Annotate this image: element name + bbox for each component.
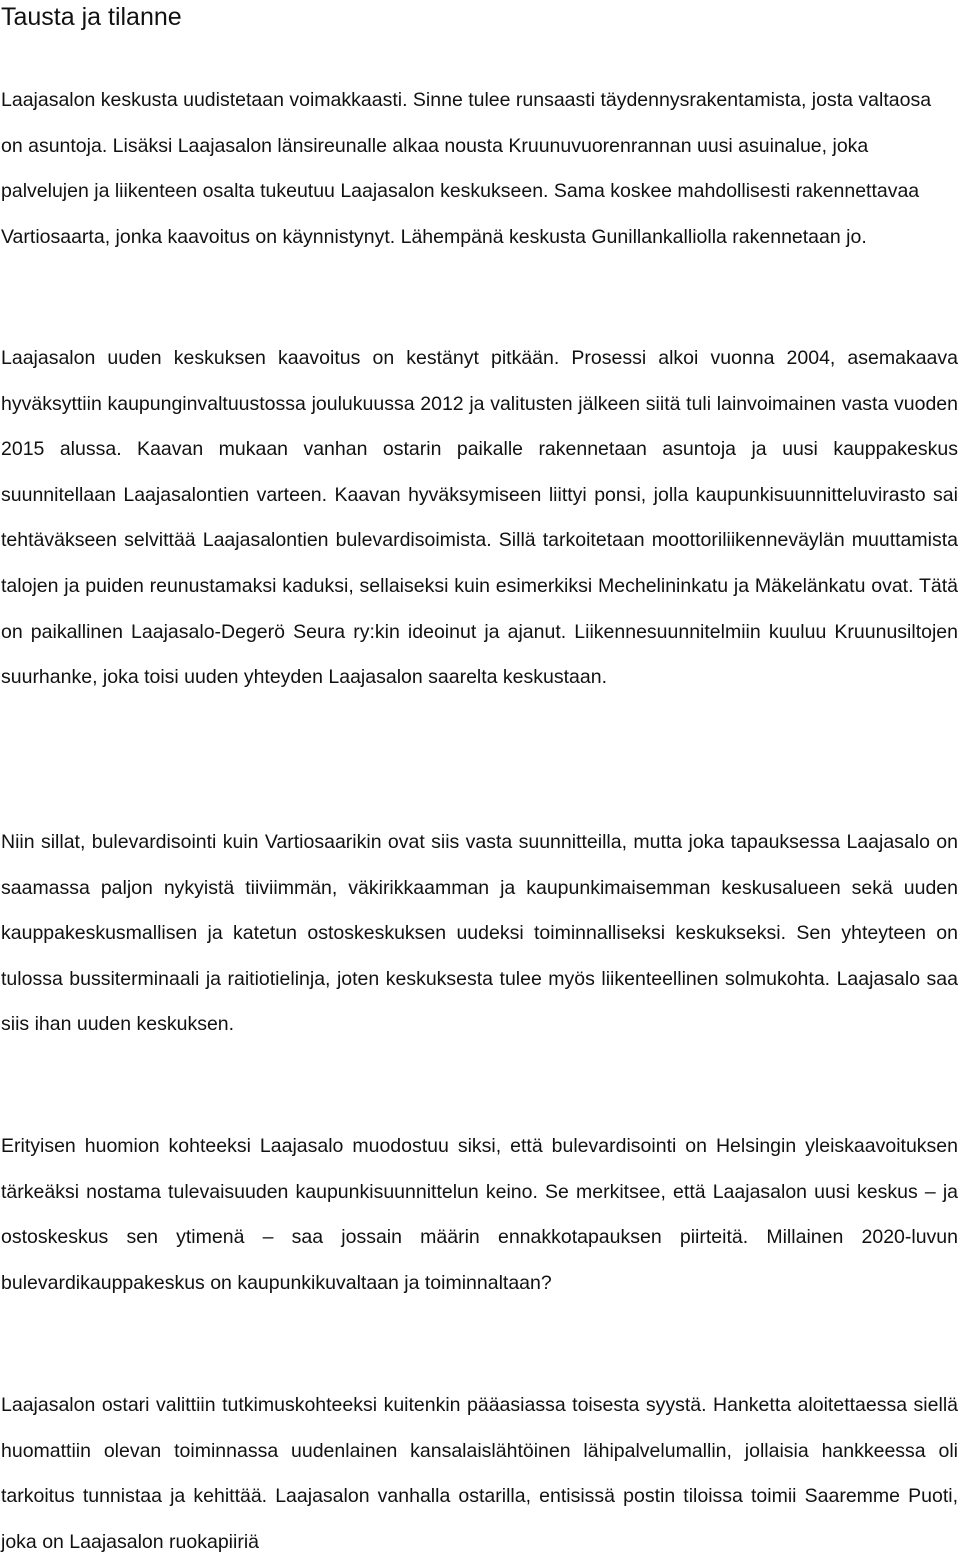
paragraph-research-subject: Laajasalon ostari valittiin tutkimuskohteeksi kuitenkin pääasiassa toisesta syystä. Hanketta aloitettaessa siellä huomattiin olevan toiminnassa uudenlainen kansalaislähtöinen lähipalvelumallin, jollaisia hankkeessa oli tarkoitus tunnistaa ja kehittää. Laajasalon vanhalla ostarilla, entisissä postin tiloissa toimii Saaremme Puoti, joka on Laajasalon ruokapiiriä xyxy=(1,1394,958,1553)
section-heading: Tausta ja tilanne xyxy=(1,3,182,31)
paragraph-new-centre: Niin sillat, bulevardisointi kuin Vartiosaarikin ovat siis vasta suunnitteilla, mutta joka tapauksessa Laajasalo on saamassa paljon nykyistä tiiviimmän, väkirikkaamman ja kaupunkimaisemman keskusalueen sekä uuden kauppakeskusmallisen ja katetun ostoskeskuksen uudeksi toiminnalliseksi keskukseksi. Sen yhteyteen on tulossa bussiterminaali ja raitiotielinja, joten keskuksesta tulee myös liikenteellinen solmukohta. Laajasalo saa siis ihan uuden keskuksen. xyxy=(1,831,958,1036)
paragraph-background: Laajasalon keskusta uudistetaan voimakkaasti. Sinne tulee runsaasti täydennysrakentamista, josta valtaosa on asuntoja. Lisäksi Laajasalon länsireunalle alkaa nousta Kruunuvuorenrannan uusi asuinalue, joka palvelujen ja liikenteen osalta tukeutuu Laajasalon keskukseen. Sama koskee mahdollisesti rakennettavaa Vartiosaarta, jonka kaavoitus on käynnistynyt. Lähempänä keskusta Gunillankalliolla rakennetaan jo. xyxy=(1,89,932,248)
paragraph-boulevard: Erityisen huomion kohteeksi Laajasalo muodostuu siksi, että bulevardisointi on Helsingin yleiskaavoituksen tärkeäksi nostama tulevaisuuden kaupunkisuunnittelun keino. Se merkitsee, että Laajasalon uusi keskus – ja ostoskeskus sen ytimenä – saa jossain määrin ennakkotapauksen piirteitä. Millainen 2020-luvun bulevardikauppakeskus on kaupunkikuvaltaan ja toiminnaltaan? xyxy=(1,1135,958,1294)
paragraph-planning-history: Laajasalon uuden keskuksen kaavoitus on kestänyt pitkään. Prosessi alkoi vuonna 2004, asemakaava hyväksyttiin kaupunginvaltuustossa joulukuussa 2012 ja valitusten jälkeen siitä tuli lainvoimainen vasta vuoden 2015 alussa. Kaavan mukaan vanhan ostarin paikalle rakennetaan asuntoja ja uusi kauppakeskus suunnitellaan Laajasalontien varteen. Kaavan hyväksymiseen liittyi ponsi, jolla kaupunkisuunnitteluvirasto sai tehtäväkseen selvittää Laajasalontien bulevardisoimista. Sillä tarkoitetaan moottoriliikenneväylän muuttamista talojen ja puiden reunustamaksi kaduksi, sellaiseksi kuin esimerkiksi Mechelininkatu ja Mäkelänkatu ovat. Tätä on paikallinen Laajasalo-Degerö Seura ry:kin ideoinut ja ajanut. Liikennesuunnitelmiin kuuluu Kruunusiltojen suurhanke, joka toisi uuden yhteyden Laajasalon saarelta keskustaan. xyxy=(1,347,958,689)
